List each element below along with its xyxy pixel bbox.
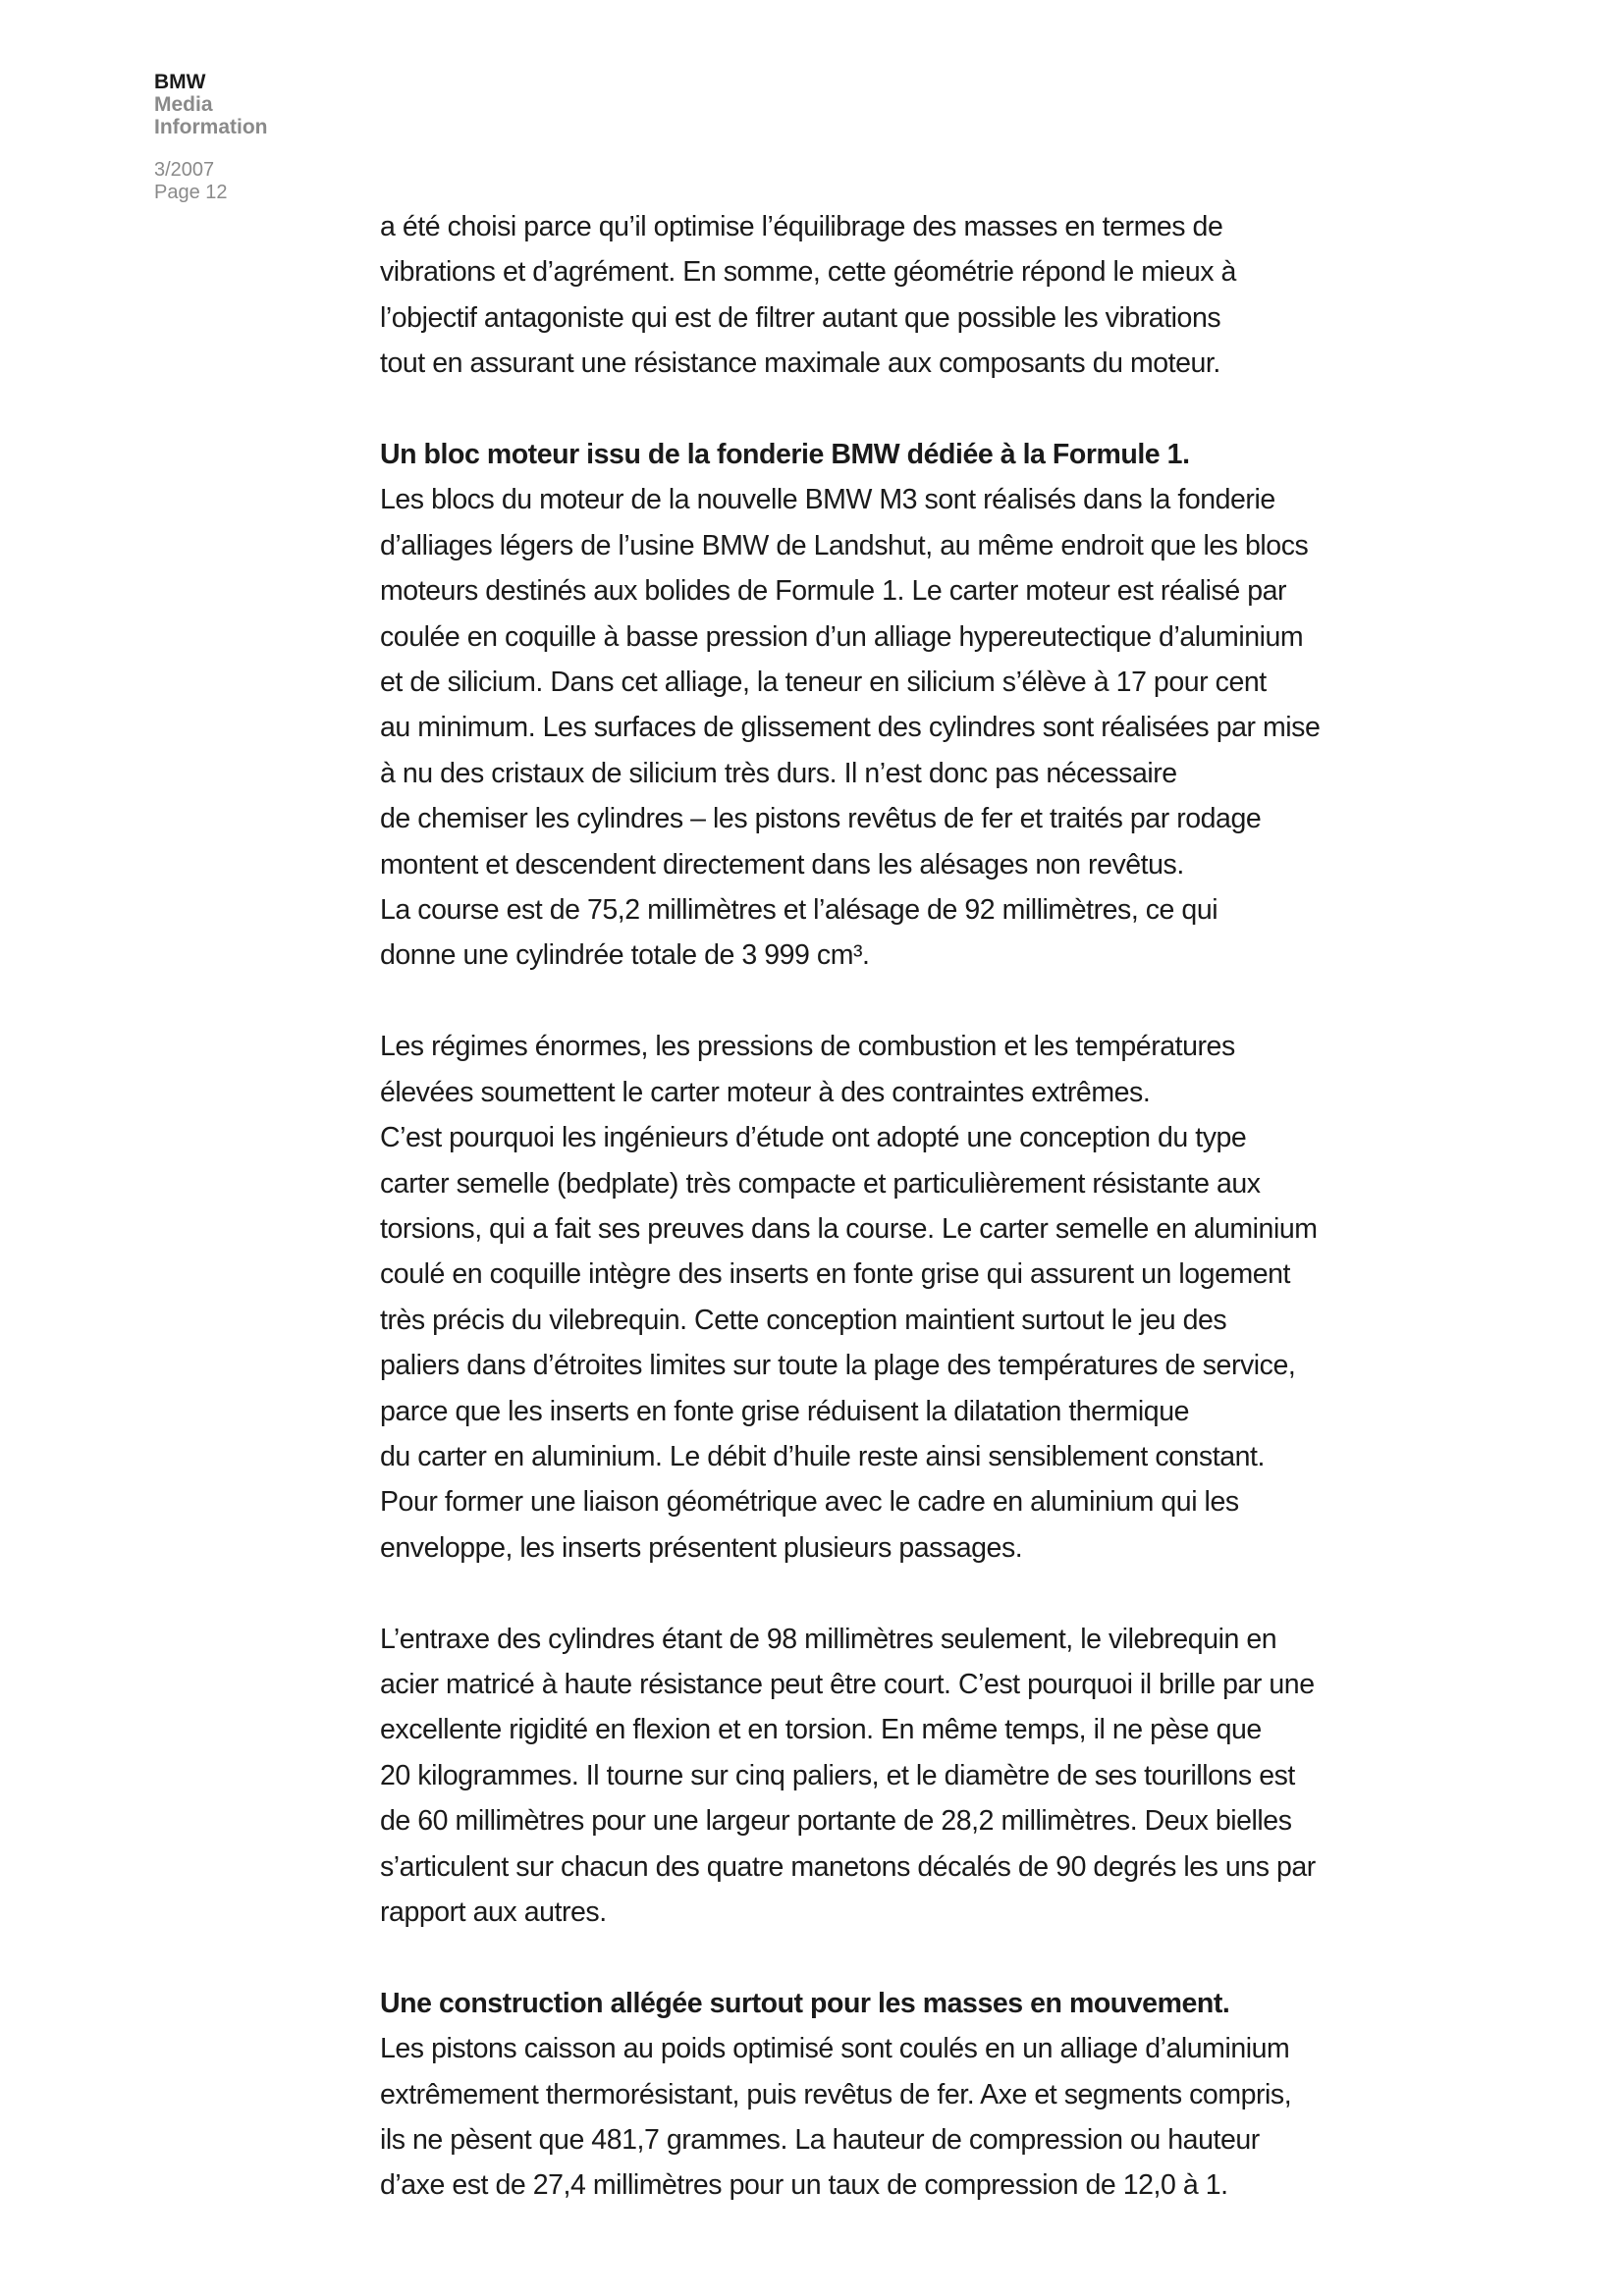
text-line: très précis du vilebrequin. Cette conception maintient surtout le jeu des xyxy=(380,1304,1227,1336)
text-line: d’axe est de 27,4 millimètres pour un taux de compression de 12,0 à 1. xyxy=(380,2169,1228,2202)
text-line: de chemiser les cylindres – les pistons revêtus de fer et traités par rodage xyxy=(380,803,1262,835)
section-lightweight-construction xyxy=(380,1981,1411,2209)
text-line: montent et descendent directement dans les alésages non revêtus. xyxy=(380,848,1184,881)
paragraph-crankshaft xyxy=(380,1617,1411,1936)
paragraph-bedplate xyxy=(380,1024,1411,1571)
text-line: d’alliages légers de l’usine BMW de Landshut, au même endroit que les blocs xyxy=(380,529,1309,561)
text-line: excellente rigidité en flexion et en torsion. En même temps, il ne pèse que xyxy=(380,1714,1262,1746)
text-line: parce que les inserts en fonte grise réduisent la dilatation thermique xyxy=(380,1395,1190,1427)
text-line: a été choisi parce qu’il optimise l’équilibrage des masses en termes de xyxy=(380,211,1223,242)
document-meta xyxy=(154,159,351,204)
text-line: coulé en coquille intègre des inserts en fonte grise qui assurent un logement xyxy=(380,1258,1291,1291)
section-heading: Une construction allégée surtout pour les masses en mouvement. xyxy=(380,1987,1230,2019)
text-line: s’articulent sur chacun des quatre manetons décalés de 90 degrés les uns par xyxy=(380,1850,1316,1883)
text-line: Pour former une liaison géométrique avec le cadre en aluminium qui les xyxy=(380,1486,1239,1519)
page-number: Page 12 xyxy=(154,182,228,203)
text-line: moteurs destinés aux bolides de Formule 1. Le carter moteur est réalisé par xyxy=(380,575,1287,608)
text-line: ils ne pèsent que 481,7 grammes. La hauteur de compression ou hauteur xyxy=(380,2124,1260,2156)
section-engine-block xyxy=(380,432,1411,979)
text-line: élevées soumettent le carter moteur à des contraintes extrêmes. xyxy=(380,1076,1151,1108)
issue-date: 3/2007 xyxy=(154,159,215,181)
brand-name: BMW xyxy=(154,71,206,93)
text-line: C’est pourquoi les ingénieurs d’étude ont adopté une conception du type xyxy=(380,1122,1247,1154)
text-line: du carter en aluminium. Le débit d’huile reste ainsi sensiblement constant. xyxy=(380,1440,1265,1472)
brand-information-label: Information xyxy=(154,116,268,138)
text-line: extrêmement thermorésistant, puis revêtus de fer. Axe et segments compris, xyxy=(380,2078,1292,2110)
article-body xyxy=(380,204,1411,2209)
text-line: Les blocs du moteur de la nouvelle BMW M3 sont réalisés dans la fonderie xyxy=(380,484,1275,516)
paragraph-intro xyxy=(380,204,1411,387)
text-line: paliers dans d’étroites limites sur toute la plage des températures de service, xyxy=(380,1350,1296,1382)
text-line: l’objectif antagoniste qui est de filtrer autant que possible les vibrations xyxy=(380,301,1221,334)
text-line: coulée en coquille à basse pression d’un alliage hypereutectique d’aluminium xyxy=(380,620,1304,653)
text-line: enveloppe, les inserts présentent plusieurs passages. xyxy=(380,1531,1023,1564)
text-line: La course est de 75,2 millimètres et l’alésage de 92 millimètres, ce qui xyxy=(380,894,1218,927)
text-line: rapport aux autres. xyxy=(380,1896,607,1928)
text-line: carter semelle (bedplate) très compacte et particulièrement résistante aux xyxy=(380,1167,1261,1200)
text-line: au minimum. Les surfaces de glissement des cylindres sont réalisées par mise xyxy=(380,712,1321,744)
text-line: Les régimes énormes, les pressions de combustion et les températures xyxy=(380,1031,1235,1063)
text-line: 20 kilogrammes. Il tourne sur cinq paliers, et le diamètre de ses tourillons est xyxy=(380,1759,1295,1791)
document-header xyxy=(154,71,351,204)
text-line: à nu des cristaux de silicium très durs. Il n’est donc pas nécessaire xyxy=(380,757,1177,789)
text-line: Les pistons caisson au poids optimisé sont coulés en un alliage d’aluminium xyxy=(380,2033,1290,2065)
section-heading: Un bloc moteur issu de la fonderie BMW dédiée à la Formule 1. xyxy=(380,439,1190,471)
text-line: vibrations et d’agrément. En somme, cette géométrie répond le mieux à xyxy=(380,256,1236,289)
text-line: tout en assurant une résistance maximale aux composants du moteur. xyxy=(380,347,1220,380)
text-line: de 60 millimètres pour une largeur portante de 28,2 millimètres. Deux bielles xyxy=(380,1805,1292,1838)
text-line: L’entraxe des cylindres étant de 98 millimètres seulement, le vilebrequin en xyxy=(380,1623,1277,1655)
text-line: et de silicium. Dans cet alliage, la teneur en silicium s’élève à 17 pour cent xyxy=(380,667,1267,699)
text-line: donne une cylindrée totale de 3 999 cm³. xyxy=(380,939,870,972)
text-line: acier matricé à haute résistance peut être court. C’est pourquoi il brille par une xyxy=(380,1668,1315,1700)
text-line: torsions, qui a fait ses preuves dans la course. Le carter semelle en aluminium xyxy=(380,1212,1318,1245)
brand-media-label: Media xyxy=(154,93,213,116)
